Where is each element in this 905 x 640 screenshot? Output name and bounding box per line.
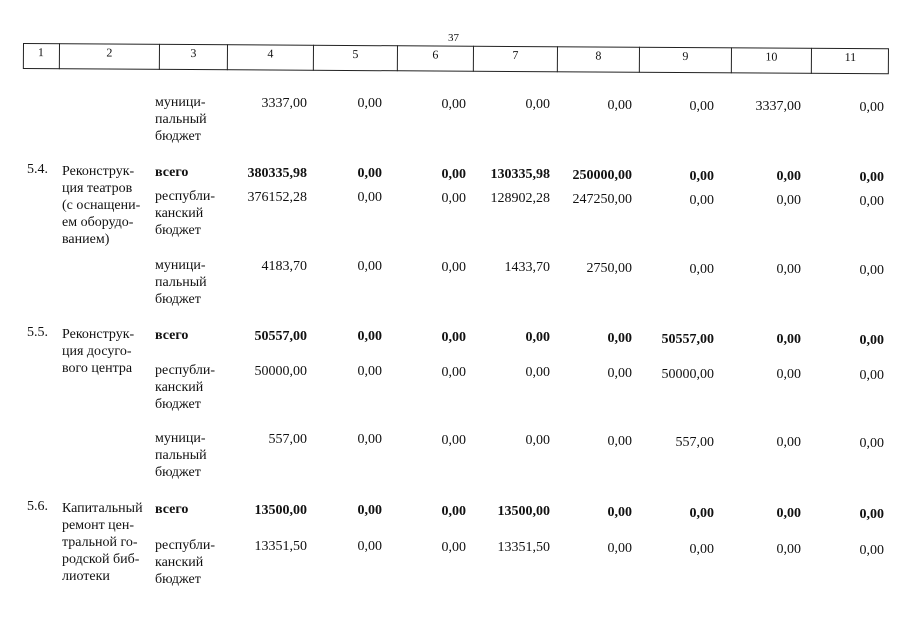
cell-value: 557,00 xyxy=(675,435,714,450)
column-header-row xyxy=(23,43,889,74)
section-name: Реконструк- ция театров (с оснащени- ем оборудо- ванием) xyxy=(62,164,141,247)
header-col-9: 9 xyxy=(639,47,731,74)
cell-value: 0,00 xyxy=(441,330,466,345)
header-col-6: 6 xyxy=(397,45,473,71)
cell-value: 376152,28 xyxy=(247,190,307,205)
cell-value: 0,00 xyxy=(525,97,550,112)
cell-value: 0,00 xyxy=(525,330,550,345)
cell-value: 0,00 xyxy=(607,434,632,449)
cell-value: 0,00 xyxy=(689,169,714,184)
cell-value: 0,00 xyxy=(776,332,801,347)
cell-value: 130335,98 xyxy=(490,167,550,182)
cell-value: 0,00 xyxy=(607,98,632,113)
cell-value: 4183,70 xyxy=(261,259,307,274)
section-name: Капитальный ремонт цен- тральной го- родской биб- лиотеки xyxy=(62,501,143,584)
cell-value: 0,00 xyxy=(689,193,714,208)
cell-value: 13500,00 xyxy=(497,504,550,519)
cell-value: 0,00 xyxy=(441,365,466,380)
cell-value: 0,00 xyxy=(859,333,884,348)
cell-value: 0,00 xyxy=(859,263,884,278)
cell-value: 0,00 xyxy=(441,504,466,519)
cell-value: 0,00 xyxy=(441,167,466,182)
cell-value: 0,00 xyxy=(357,539,382,554)
header-col-11: 11 xyxy=(811,48,889,74)
header-col-10: 10 xyxy=(731,47,811,73)
cell-value: 0,00 xyxy=(689,542,714,557)
cell-value: 0,00 xyxy=(357,503,382,518)
cell-value: 0,00 xyxy=(525,365,550,380)
cell-value: 0,00 xyxy=(357,96,382,111)
cell-value: 0,00 xyxy=(689,262,714,277)
cell-value: 0,00 xyxy=(357,259,382,274)
row-label: республи- канский бюджет xyxy=(155,538,215,587)
cell-value: 50000,00 xyxy=(254,364,307,379)
row-label: муници- пальный бюджет xyxy=(155,431,207,480)
cell-value: 3337,00 xyxy=(261,96,307,111)
cell-value: 13500,00 xyxy=(254,503,307,518)
cell-value: 0,00 xyxy=(607,505,632,520)
cell-value: 0,00 xyxy=(776,435,801,450)
header-col-5: 5 xyxy=(313,45,397,72)
cell-value: 0,00 xyxy=(776,169,801,184)
cell-value: 0,00 xyxy=(859,194,884,209)
cell-value: 0,00 xyxy=(859,368,884,383)
cell-value: 0,00 xyxy=(357,190,382,205)
cell-value: 0,00 xyxy=(525,433,550,448)
cell-value: 0,00 xyxy=(859,436,884,451)
cell-value: 0,00 xyxy=(776,506,801,521)
cell-value: 2750,00 xyxy=(586,261,632,276)
row-label: всего xyxy=(155,165,189,180)
cell-value: 0,00 xyxy=(441,260,466,275)
header-col-2: 2 xyxy=(59,43,159,70)
cell-value: 0,00 xyxy=(357,329,382,344)
cell-value: 13351,50 xyxy=(497,540,550,555)
cell-value: 50000,00 xyxy=(661,367,714,382)
section-code: 5.5. xyxy=(27,325,48,340)
section-code: 5.4. xyxy=(27,162,48,177)
cell-value: 0,00 xyxy=(776,542,801,557)
cell-value: 0,00 xyxy=(357,166,382,181)
header-col-1: 1 xyxy=(37,45,44,60)
cell-value: 0,00 xyxy=(607,366,632,381)
cell-value: 0,00 xyxy=(859,543,884,558)
header-col-4: 4 xyxy=(227,44,313,71)
cell-value: 0,00 xyxy=(607,541,632,556)
cell-value: 0,00 xyxy=(859,507,884,522)
row-label: республи- канский бюджет xyxy=(155,363,215,412)
row-label: всего xyxy=(155,502,189,517)
cell-value: 0,00 xyxy=(859,100,884,115)
header-col-7: 7 xyxy=(473,46,557,73)
section-code: 5.6. xyxy=(27,499,48,514)
cell-value: 13351,50 xyxy=(254,539,307,554)
header-col-3: 3 xyxy=(159,44,227,70)
row-label: всего xyxy=(155,328,189,343)
cell-value: 0,00 xyxy=(441,97,466,112)
cell-value: 557,00 xyxy=(268,432,307,447)
cell-value: 0,00 xyxy=(441,540,466,555)
cell-value: 0,00 xyxy=(357,432,382,447)
cell-value: 50557,00 xyxy=(254,329,307,344)
cell-value: 1433,70 xyxy=(504,260,550,275)
page-number: 37 xyxy=(448,32,459,44)
cell-value: 250000,00 xyxy=(572,168,632,183)
cell-value: 380335,98 xyxy=(247,166,307,181)
row-label: республи- канский бюджет xyxy=(155,189,215,238)
cell-value: 0,00 xyxy=(441,191,466,206)
cell-value: 0,00 xyxy=(689,506,714,521)
cell-value: 3337,00 xyxy=(755,99,801,114)
row-label: муници- пальный бюджет xyxy=(155,258,207,307)
cell-value: 0,00 xyxy=(441,433,466,448)
cell-value: 0,00 xyxy=(776,193,801,208)
cell-value: 128902,28 xyxy=(490,191,550,206)
cell-value: 247250,00 xyxy=(572,192,632,207)
cell-value: 0,00 xyxy=(357,364,382,379)
row-label: муници- пальный бюджет xyxy=(155,95,207,144)
section-name: Реконструк- ция досуго- вого центра xyxy=(62,327,135,376)
cell-value: 0,00 xyxy=(689,99,714,114)
cell-value: 50557,00 xyxy=(661,332,714,347)
cell-value: 0,00 xyxy=(859,170,884,185)
cell-value: 0,00 xyxy=(776,367,801,382)
cell-value: 0,00 xyxy=(607,331,632,346)
header-col-8: 8 xyxy=(557,46,639,73)
cell-value: 0,00 xyxy=(776,262,801,277)
